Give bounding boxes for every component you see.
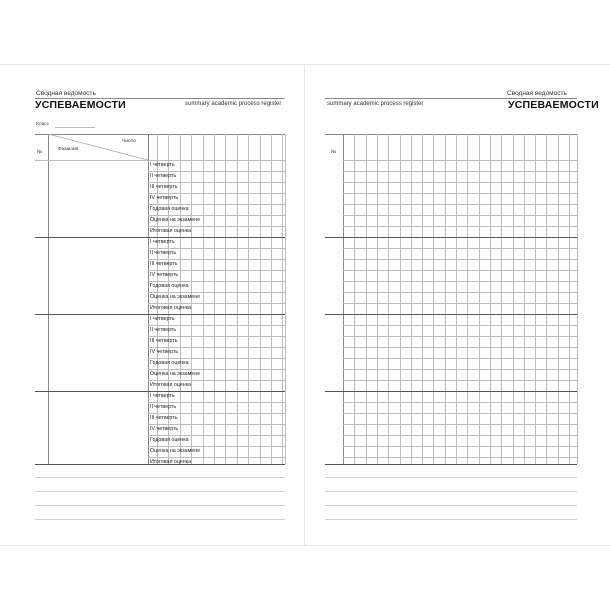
right-number-column-divider — [343, 134, 344, 464]
row-label: III четверть — [150, 184, 178, 190]
grid-right-border — [285, 134, 286, 464]
grid-row-line — [343, 259, 577, 260]
grid-column-line — [558, 134, 559, 464]
note-line[interactable] — [35, 519, 285, 520]
grid-row-line — [343, 446, 577, 447]
grid-row-line — [343, 303, 577, 304]
grid-row-line — [343, 347, 577, 348]
grid-column-line — [260, 134, 261, 464]
grid-column-line — [237, 134, 238, 464]
row-label: IV четверть — [150, 272, 179, 278]
grid-column-line — [271, 134, 272, 464]
row-label: IV четверть — [150, 195, 179, 201]
register-subtitle-right: Сводная ведомость — [507, 90, 567, 97]
grid-column-line — [524, 134, 525, 464]
grid-column-line — [411, 134, 412, 464]
grid-row-line — [343, 380, 577, 381]
grid-row-line — [148, 446, 285, 447]
right-table-top-border — [325, 134, 577, 135]
grid-column-line — [445, 134, 446, 464]
right-number-header: № — [331, 150, 337, 155]
note-line[interactable] — [325, 477, 577, 478]
grid-row-line — [343, 281, 577, 282]
row-label: II четверть — [150, 327, 177, 333]
row-label: II четверть — [150, 173, 177, 179]
number-header: № — [37, 150, 43, 155]
grid-row-line — [148, 369, 285, 370]
grid-column-line — [377, 134, 378, 464]
surname-header: Фамилия — [58, 147, 79, 152]
grid-column-line — [225, 134, 226, 464]
grid-row-line — [148, 281, 285, 282]
grid-row-line — [148, 292, 285, 293]
grid-row-line — [343, 358, 577, 359]
row-label: Годовая оценка — [150, 437, 189, 443]
row-label: III четверть — [150, 261, 178, 267]
grid-row-line — [148, 182, 285, 183]
grid-row-line — [148, 171, 285, 172]
class-field-line[interactable] — [55, 127, 95, 128]
grid-row-line — [148, 226, 285, 227]
header-bottom-rule — [35, 160, 148, 161]
grid-row-line — [148, 325, 285, 326]
grid-column-line — [354, 134, 355, 464]
student-block-divider — [35, 314, 285, 315]
right-table-bottom-border — [325, 464, 577, 465]
student-block-divider — [35, 391, 285, 392]
note-line[interactable] — [35, 491, 285, 492]
grid-column-line — [366, 134, 367, 464]
grid-column-line — [422, 134, 423, 464]
row-label: Годовая оценка — [150, 283, 189, 289]
note-line[interactable] — [35, 477, 285, 478]
grid-row-line — [343, 204, 577, 205]
grid-row-line — [343, 226, 577, 227]
row-label: I четверть — [150, 393, 175, 399]
grid-row-line — [148, 380, 285, 381]
row-label: Оценка на экзамене — [150, 371, 201, 377]
register-english-title-right: summary academic process register — [327, 101, 424, 107]
row-label: Итоговая оценка — [150, 228, 192, 234]
grid-row-line — [343, 336, 577, 337]
label-column-divider — [148, 134, 149, 464]
grid-row-line — [343, 215, 577, 216]
class-label: Класс — [36, 122, 50, 127]
row-label: Итоговая оценка — [150, 382, 192, 388]
grid-column-line — [282, 134, 283, 464]
row-label: Итоговая оценка — [150, 305, 192, 311]
grid-column-line — [214, 134, 215, 464]
grid-column-line — [535, 134, 536, 464]
grid-row-line — [148, 457, 285, 458]
row-label: II четверть — [150, 404, 177, 410]
row-label: Оценка на экзамене — [150, 217, 201, 223]
grid-column-line — [569, 134, 570, 464]
row-label: III четверть — [150, 338, 178, 344]
grid-row-line — [343, 413, 577, 414]
row-label: Годовая оценка — [150, 360, 189, 366]
grid-column-line — [433, 134, 434, 464]
table-bottom-border — [35, 464, 285, 465]
register-english-title: summary academic process register — [185, 101, 282, 107]
grid-row-line — [343, 248, 577, 249]
row-label: Годовая оценка — [150, 206, 189, 212]
register-title: УСПЕВАЕМОСТИ — [35, 99, 126, 111]
grid-header-line — [148, 160, 285, 161]
student-block-divider — [325, 391, 577, 392]
row-label: IV четверть — [150, 349, 179, 355]
grid-row-line — [148, 193, 285, 194]
grid-column-line — [467, 134, 468, 464]
student-block-divider — [325, 237, 577, 238]
left-page — [0, 64, 306, 546]
grid-column-line — [203, 134, 204, 464]
grid-row-line — [148, 259, 285, 260]
row-label: I четверть — [150, 162, 175, 168]
student-block-divider — [35, 237, 285, 238]
row-label: II четверть — [150, 250, 177, 256]
grid-header-line — [343, 160, 577, 161]
right-page — [304, 64, 610, 546]
grid-row-line — [148, 270, 285, 271]
grid-row-line — [148, 336, 285, 337]
note-line[interactable] — [325, 505, 577, 506]
grid-row-line — [148, 358, 285, 359]
row-label: Итоговая оценка — [150, 459, 192, 465]
grid-row-line — [343, 325, 577, 326]
grid-row-line — [148, 424, 285, 425]
grid-row-line — [343, 457, 577, 458]
register-title-right: УСПЕВАЕМОСТИ — [508, 99, 599, 111]
register-subtitle: Сводная ведомость — [36, 90, 96, 97]
row-label: Оценка на экзамене — [150, 294, 201, 300]
grid-column-line — [388, 134, 389, 464]
grid-column-line — [490, 134, 491, 464]
grid-row-line — [148, 413, 285, 414]
grid-row-line — [148, 204, 285, 205]
grid-column-line — [248, 134, 249, 464]
grid-row-line — [343, 424, 577, 425]
note-line[interactable] — [35, 505, 285, 506]
grid-row-line — [343, 369, 577, 370]
row-label: I четверть — [150, 239, 175, 245]
row-label: I четверть — [150, 316, 175, 322]
grid-column-line — [513, 134, 514, 464]
grid-row-line — [148, 215, 285, 216]
number-column-divider — [48, 134, 49, 464]
grid-row-line — [343, 171, 577, 172]
grid-column-line — [456, 134, 457, 464]
note-line[interactable] — [325, 491, 577, 492]
grid-column-line — [400, 134, 401, 464]
grid-row-line — [343, 402, 577, 403]
grid-row-line — [148, 347, 285, 348]
row-label: IV четверть — [150, 426, 179, 432]
row-label: Оценка на экзамене — [150, 448, 201, 454]
date-header: Число — [122, 139, 136, 144]
grid-row-line — [148, 303, 285, 304]
grid-right-border — [577, 134, 578, 464]
grid-row-line — [343, 292, 577, 293]
grid-column-line — [479, 134, 480, 464]
grid-row-line — [148, 248, 285, 249]
grid-column-line — [546, 134, 547, 464]
note-line[interactable] — [325, 519, 577, 520]
grid-row-line — [148, 435, 285, 436]
grid-row-line — [343, 270, 577, 271]
grid-row-line — [343, 193, 577, 194]
grid-row-line — [343, 182, 577, 183]
student-block-divider — [325, 314, 577, 315]
grid-row-line — [148, 402, 285, 403]
grid-column-line — [501, 134, 502, 464]
row-label: III четверть — [150, 415, 178, 421]
grid-row-line — [343, 435, 577, 436]
